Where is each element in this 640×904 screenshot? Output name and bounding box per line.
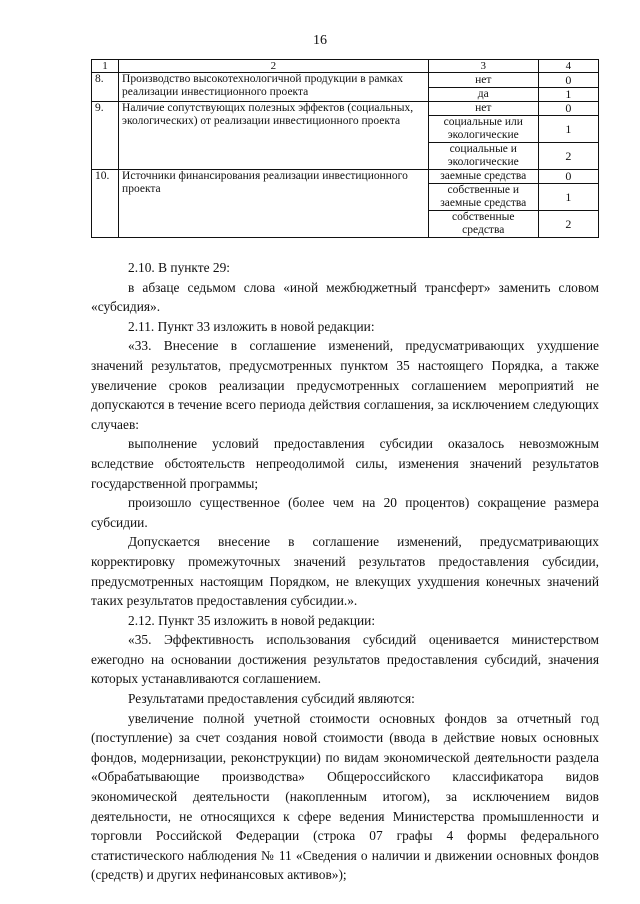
row-number: 10. <box>92 170 119 238</box>
table-row <box>92 102 599 116</box>
row-number: 8. <box>92 73 119 102</box>
paragraph: Результатами предоставления субсидий являются: <box>128 691 415 707</box>
table-row <box>92 170 599 184</box>
option-score: 1 <box>538 184 598 211</box>
option-score: 0 <box>538 73 598 88</box>
criterion-name: Наличие сопутствующих полезных эффектов (социальных, экологических) от реализации инвестиционного проекта <box>119 102 429 170</box>
criterion-name: Источники финансирования реализации инвестиционного проекта <box>119 170 429 238</box>
header-col-4: 4 <box>538 60 598 73</box>
option-value: социальные и экологические <box>428 143 538 170</box>
header-col-1: 1 <box>92 60 119 73</box>
option-value: нет <box>428 102 538 116</box>
option-value: заемные средства <box>428 170 538 184</box>
option-value: да <box>428 88 538 102</box>
option-score: 1 <box>538 88 598 102</box>
option-value: нет <box>428 73 538 88</box>
option-score: 2 <box>538 143 598 170</box>
paragraph: «35. Эффективность использования субсидий оценивается министерством ежегодно на основании достижения результатов предоставления субсидий, значения которых устанавливаются соглашением. <box>91 632 599 687</box>
criterion-name: Производство высокотехнологичной продукции в рамках реализации инвестиционного проекта <box>119 73 429 102</box>
option-value: социальные или экологические <box>428 116 538 143</box>
criteria-table <box>91 59 599 238</box>
option-score: 0 <box>538 102 598 116</box>
paragraph: 2.10. В пункте 29: <box>128 260 231 275</box>
paragraph: в абзаце седьмом слова «иной межбюджетный трансферт» заменить словом «субсидия». <box>91 279 599 315</box>
paragraph: 2.12. Пункт 35 изложить в новой редакции: <box>128 612 376 628</box>
paragraph: Допускается внесение в соглашение изменений, предусматривающих корректировку промежуточных значений результатов предоставления субсидии, предусмотренных настоящим Порядком, не влекущих ухудшения конечных значений таких результатов предоставления субсидии.». <box>91 534 599 609</box>
option-value: собственные и заемные средства <box>428 184 538 211</box>
paragraph: 2.11. Пункт 33 изложить в новой редакции: <box>128 318 375 334</box>
paragraph: выполнение условий предоставления субсидии оказалось невозможным вследствие обстоятельств непреодолимой силы, изменения значений результатов государственной программы; <box>91 436 599 491</box>
table-row <box>92 73 599 88</box>
table-header-row <box>92 60 599 73</box>
header-col-2: 2 <box>119 60 429 73</box>
option-score: 2 <box>538 211 598 238</box>
option-value: собственные средства <box>428 211 538 238</box>
paragraph: увеличение полной учетной стоимости основных фондов за отчетный год (поступление) за счет создания новой стоимости (ввода в действие новых основных фондов, модернизации, реконструкции) по видам экономической деятельности раздела «Обрабатывающие производства» Общероссийского классификатора видов экономической деятельности (накопленным итогом), за исключением видов деятельности, не относящихся к сфере ведения Министерства промышленности и торговли Российской Федерации (строка 07 графы 4 формы федерального статистического наблюдения № 11 «Сведения о наличии и движении основных фондов (средств) и других нефинансовых активов»); <box>91 710 599 883</box>
option-score: 0 <box>538 170 598 184</box>
paragraph: «33. Внесение в соглашение изменений, предусматривающих ухудшение значений результатов, предусмотренных пунктом 35 настоящего Порядка, а также увеличение сроков реализации предусмотренных соглашением мероприятий не допускаются в течение всего периода действия соглашения, за исключением следующих случаев: <box>91 338 599 432</box>
page-number: 16 <box>313 33 327 48</box>
row-number: 9. <box>92 102 119 170</box>
paragraph: произошло существенное (более чем на 20 процентов) сокращение размера субсидии. <box>91 495 599 530</box>
option-score: 1 <box>538 116 598 143</box>
header-col-3: 3 <box>428 60 538 73</box>
body-text <box>91 258 599 885</box>
